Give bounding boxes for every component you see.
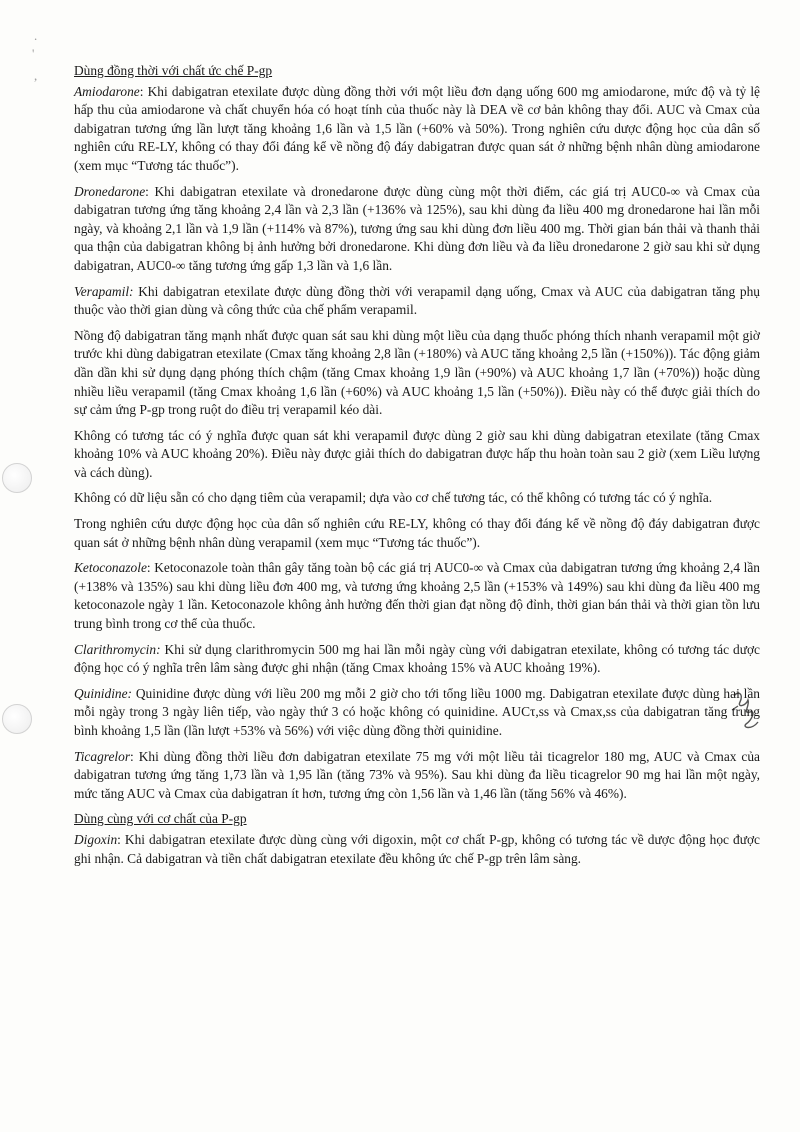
punch-hole xyxy=(2,704,32,734)
drug-name: Dronedarone xyxy=(74,183,146,199)
document-body xyxy=(74,62,760,875)
paragraph-clarithromycin xyxy=(74,641,760,678)
paragraph-text: : Khi dùng đồng thời liều đơn dabigatran etexilate 75 mg với một liều tải ticagrelor 180 mg, AUC và Cmax của dabigatran tương ứng tăng 1,73 lần và 1,95 lần (tăng 73% và 95%). Sau khi dùng đa liều ticagrelor 90 mg hai lần một ngày, mức tăng AUC và Cmax của dabigatran ít hơn, tương ứng còn 1,56 lần và 1,46 lần (tăng 56% và 46%). xyxy=(74,748,760,801)
paragraph-text: Quinidine được dùng với liều 200 mg mỗi 2 giờ cho tới tổng liều 1000 mg. Dabigatran etexilate được dùng hai lần mỗi ngày trong 3 ngày liên tiếp, vào ngày thứ 3 có hoặc không có quinidine. AUCτ,ss và Cmax,ss của dabigatran tăng trung bình khoảng 1,5 lần (lần lượt +53% và 56%) với việc dùng đồng thời quinidine. xyxy=(74,685,760,738)
paragraph-text: : Khi dabigatran etexilate được dùng đồng thời với một liều đơn dạng uống 600 mg amiodarone, mức độ và tỷ lệ hấp thu của amiodarone và chất chuyển hóa có hoạt tính của thuốc này là DEA về cơ bản không thay đổi. AUC và Cmax của dabigatran tương ứng lần lượt tăng khoảng 1,6 lần và 1,5 lần (+60% và 50%). Trong nghiên cứu dược động học của dân số nghiên cứu RE-LY, không có thay đổi đáng kể về nồng độ đáy dabigatran được quan sát ở những bệnh nhân dùng amiodarone (xem mục “Tương tác thuốc”). xyxy=(74,83,760,173)
paragraph-verapamil-re-ly xyxy=(74,515,760,552)
paragraph-digoxin xyxy=(74,831,760,868)
paragraph-dronedarone xyxy=(74,183,760,276)
paragraph-text: Nồng độ dabigatran tăng mạnh nhất được quan sát sau khi dùng một liều của dạng thuốc phóng thích nhanh verapamil một giờ trước khi dùng dabigatran etexilate (Cmax tăng khoảng 2,8 lần (+180%) và AUC tăng khoảng 2,5 lần (+150%)). Tác động giảm dần dần khi sử dụng dạng phóng thích chậm (tăng Cmax khoảng 1,9 lần (+90%) và AUC khoảng 1,7 lần (+70%)) hoặc dùng nhiều liều verapamil (tăng Cmax khoảng 1,6 lần (+60%) và AUC khoảng 1,5 lần (+50%)). Điều này có thể được giải thích do sự cảm ứng P-gp trong ruột do điều trị verapamil kéo dài. xyxy=(74,327,760,418)
drug-name: Digoxin xyxy=(74,831,118,847)
paragraph-quinidine xyxy=(74,685,760,741)
margin-mark: , xyxy=(34,68,38,83)
paragraph-text: Không có tương tác có ý nghĩa được quan sát khi verapamil được dùng 2 giờ sau khi dùng dabigatran etexilate (tăng Cmax khoảng 10% và AUC khoảng 20%). Điều này được giải thích do dabigatran được hấp thu hoàn toàn sau 2 giờ (xem Liều lượng và cách dùng). xyxy=(74,427,760,480)
paragraph-verapamil-injection xyxy=(74,489,760,508)
drug-name: Quinidine: xyxy=(74,685,133,701)
section-p-gp-inhibitors xyxy=(74,62,760,803)
paragraph-text: Trong nghiên cứu dược động học của dân số nghiên cứu RE-LY, không có thay đổi đáng kể về nồng độ đáy dabigatran được quan sát ở những bệnh nhân dùng verapamil (xem mục “Tương tác thuốc”). xyxy=(74,516,760,550)
punch-hole xyxy=(2,463,32,493)
paragraph-text: : Khi dabigatran etexilate và dronedarone được dùng cùng một thời điểm, các giá trị AUC0-∞ và Cmax của dabigatran tương ứng tăng khoảng 2,4 lần và 2,3 lần (+136% và 125%), sau khi dùng đa liều 400 mg dronedarone hai lần mỗi ngày, và khoảng 2,1 lần và 1,9 lần (+114% và 87%), tương ứng sau khi dùng đơn liều 400 mg. Thời gian bán thải và thanh thải qua thận của dabigatran không bị ảnh hưởng bởi dronedarone. Khi dùng đơn liều và đa liều dronedarone 2 giờ sau khi sử dụng dabigatran, AUC0-∞ tăng tương ứng gấp 1,3 lần và 1,6 lần. xyxy=(74,183,760,273)
paragraph-text: Khi sử dụng clarithromycin 500 mg hai lần mỗi ngày cùng với dabigatran etexilate, không có tương tác dược động học có ý nghĩa trên lâm sàng được ghi nhận (tăng Cmax khoảng 15% và AUC khoảng 19%). xyxy=(74,641,760,676)
section-heading: Dùng cùng với cơ chất của P-gp xyxy=(74,811,247,827)
paragraph-text: : Khi dabigatran etexilate được dùng cùng với digoxin, một cơ chất P-gp, không có tương tác về dược động học được ghi nhận. Cả dabigatran và tiền chất dabigatran etexilate đều không ức chế P-gp trên lâm sàng. xyxy=(74,831,760,866)
drug-name: Ketoconazole xyxy=(74,560,147,576)
paragraph-text: : Ketoconazole toàn thân gây tăng toàn bộ các giá trị AUC0-∞ và Cmax của dabigatran tương ứng khoảng 2,4 lần (+138% và 135%) sau khi dùng liều đơn 400 mg, và tương ứng khoảng 2,5 lần (+153% và 149%) sau khi dùng đa liều 400 mg ketoconazole ngày 1 lần. Ketoconazole không ảnh hưởng đến thời gian đạt nồng độ đỉnh, thời gian bán thải và thời gian tồn lưu trung bình trong cơ thể của thuốc. xyxy=(74,560,760,632)
paragraph-ketoconazole xyxy=(74,559,760,633)
section-p-gp-substrates xyxy=(74,810,760,868)
drug-name: Clarithromycin: xyxy=(74,641,161,657)
paragraph-verapamil xyxy=(74,283,760,320)
paragraph-amiodarone xyxy=(74,83,760,176)
section-heading: Dùng đồng thời với chất ức chế P-gp xyxy=(74,63,273,78)
margin-mark: ' xyxy=(32,46,35,61)
drug-name: Verapamil: xyxy=(74,283,134,299)
paragraph-ticagrelor xyxy=(74,748,760,804)
paragraph-verapamil-release xyxy=(74,327,760,420)
paragraph-text: Khi dabigatran etexilate được dùng đồng thời với verapamil dạng uống, Cmax và AUC của dabigatran tăng phụ thuộc vào thời gian dùng và công thức của chế phẩm verapamil. xyxy=(74,283,760,318)
drug-name: Ticagrelor xyxy=(74,748,131,764)
margin-mark: . xyxy=(34,28,38,43)
paragraph-verapamil-timing xyxy=(74,427,760,483)
drug-name: Amiodarone xyxy=(74,83,140,99)
paragraph-text: Không có dữ liệu sẵn có cho dạng tiêm của verapamil; dựa vào cơ chế tương tác, có thể không có tương tác có ý nghĩa. xyxy=(74,490,713,506)
